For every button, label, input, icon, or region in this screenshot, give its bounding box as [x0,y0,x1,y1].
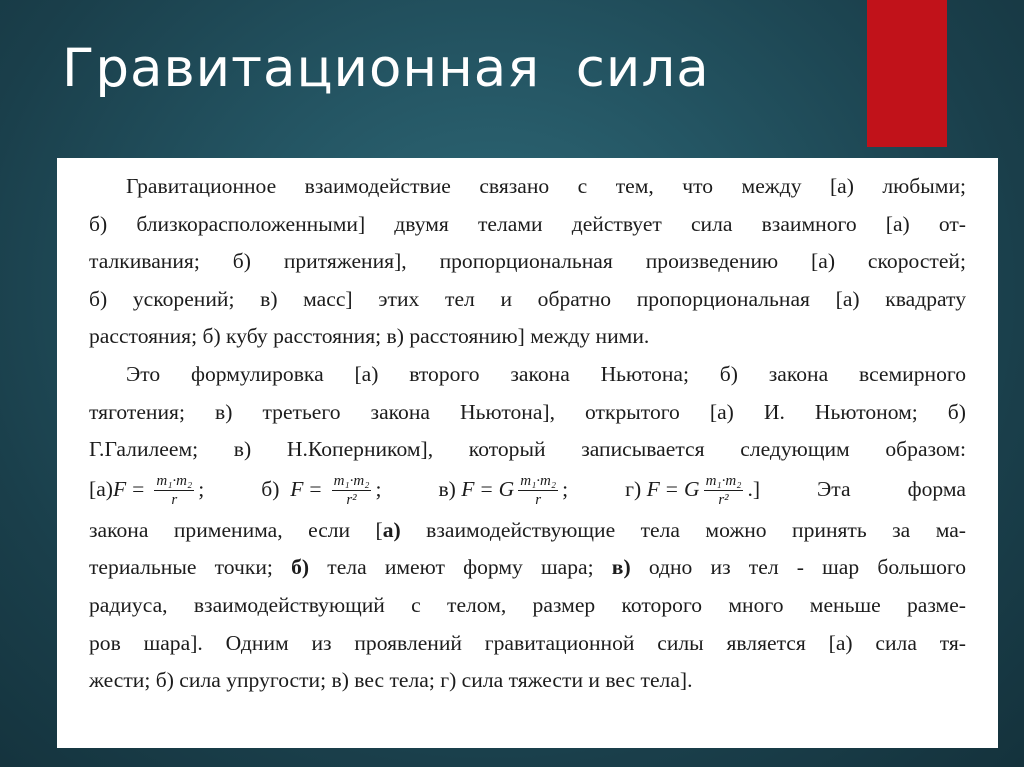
fraction: $\frac{\text{m₁·m₂}}{\text{r²}}$ [333,472,370,508]
red-accent-bar [867,0,947,147]
formula-line [89,469,966,512]
formula-tail-2: форма [907,477,966,502]
fraction: $\frac{\text{m₁·m₂}}{r}$ [520,472,557,508]
paragraph-1-line: расстояния; б) кубу расстояния; в) расстоянию] между ними. [89,324,650,349]
paragraph-1-line: талкивания; б) притяжения], пропорциональная произведению [а) скоростей; [89,249,966,274]
paragraph-2-line: Это формулировка [а) второго закона Ньютона; б) закона всемирного [126,361,966,386]
formula-v: в) F = G $\frac{\text{m₁·m₂}}{r}$ ; [438,472,569,508]
paragraph-1 [89,168,966,356]
paragraph-2-line: Г.Галилеем; в) Н.Коперником], который записывается следующим образом: [89,437,966,462]
paragraph-3 [89,512,966,700]
paragraph-2 [89,356,966,469]
formula-tail-1: Эта [817,477,851,502]
paragraph-1-line: б) близкорасположенными] двумя телами действует сила взаимного [а) от- [89,211,966,236]
fraction: $\frac{\text{m₁·m₂}}{r}$ [156,472,193,508]
document-panel [57,158,998,748]
paragraph-1-line: Гравитационное взаимодействие связано с тем, что между [а) любыми; [126,174,966,198]
paragraph-3-line: закона применима, если [а) взаимодействующие тела можно принять за ма- [89,517,966,542]
fraction: $\frac{\text{m₁·m₂}}{\text{r²}}$ [705,472,742,508]
formula-g: г) F = G $\frac{\text{m₁·m₂}}{\text{r²}}$ .] [625,472,761,508]
formula-a: [а) F = $\frac{\text{m₁·m₂}}{r}$ ; [89,472,205,508]
paragraph-1-line: б) ускорений; в) масс] этих тел и обратно пропорциональная [а) квадрату [89,286,966,311]
slide-title: Гравитационная сила [62,38,710,99]
formula-b: б) F = $\frac{\text{m₁·m₂}}{\text{r²}}$ ; [261,472,382,508]
paragraph-3-line: ров шара]. Одним из проявлений гравитационной силы является [а) сила тя- [89,630,966,655]
paragraph-2-line: тяготения; в) третьего закона Ньютона], открытого [а) И. Ньютоном; б) [89,399,966,424]
paragraph-3-line: радиуса, взаимодействующий с телом, размер которого много меньше разме- [89,592,966,617]
paragraph-3-line: териальные точки; б) тела имеют форму шара; в) одно из тел - шар большого [89,555,967,580]
paragraph-3-line: жести; б) сила упругости; в) вес тела; г) сила тяжести и вес тела]. [89,668,693,693]
